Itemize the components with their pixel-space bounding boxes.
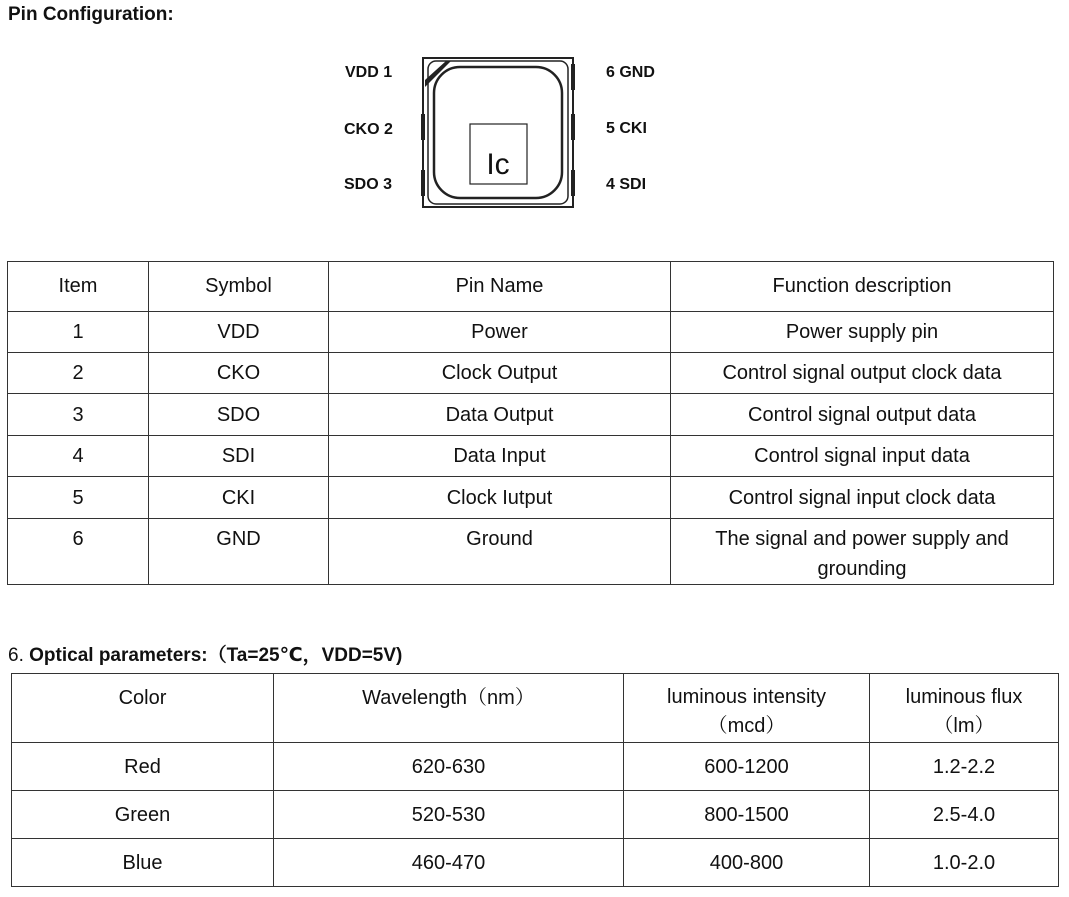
header-color	[12, 674, 274, 743]
table-row	[12, 839, 1059, 887]
cell: Control signal input clock data	[671, 477, 1054, 519]
cell: 460-470	[274, 839, 624, 887]
cell: GND	[149, 519, 329, 585]
header-function: Function description	[671, 262, 1054, 312]
table-row	[8, 394, 1054, 436]
cell: Power	[329, 312, 671, 353]
cell: SDO	[149, 394, 329, 436]
cell: 3	[8, 394, 149, 436]
cell: Blue	[12, 839, 274, 887]
pin-label-sdi: 4 SDI	[606, 176, 647, 193]
pin-function-table	[7, 261, 1054, 585]
header-color-text: Color	[118, 687, 167, 709]
cell: 5	[8, 477, 149, 519]
table-row	[8, 436, 1054, 477]
header-luminous-flux	[870, 674, 1059, 743]
table-row	[12, 743, 1059, 791]
header-wavelength-text: Wavelength（nm）	[362, 687, 535, 709]
header-symbol: Symbol	[149, 262, 329, 312]
cell: Ground	[329, 519, 671, 585]
pin-label-sdo: SDO 3	[344, 176, 393, 193]
pin-configuration-heading: Pin Configuration:	[8, 4, 174, 25]
cell: 600-1200	[624, 743, 870, 791]
table-header-row	[8, 262, 1054, 312]
cell: 2.5-4.0	[870, 791, 1059, 839]
optical-parameters-table	[11, 673, 1059, 887]
cell: 2	[8, 353, 149, 394]
cell: 1.2-2.2	[870, 743, 1059, 791]
table-row	[8, 312, 1054, 353]
ic-chip-label: Ic	[486, 148, 510, 181]
table-row	[8, 477, 1054, 519]
cell: Control signal input data	[671, 436, 1054, 477]
cell: Red	[12, 743, 274, 791]
led-package-diagram	[420, 56, 576, 209]
cell: Power supply pin	[671, 312, 1054, 353]
cell: 4	[8, 436, 149, 477]
header-luminous-intensity	[624, 674, 870, 743]
cell: Green	[12, 791, 274, 839]
header-item: Item	[8, 262, 149, 312]
cell: Clock Iutput	[329, 477, 671, 519]
section-number: 6.	[8, 645, 24, 666]
header-flux-unit: （lm）	[933, 715, 995, 737]
cell: 620-630	[274, 743, 624, 791]
header-intensity-text: luminous intensity	[667, 686, 826, 708]
header-flux-text: luminous flux	[905, 686, 1023, 708]
cell: 1	[8, 312, 149, 353]
header-intensity-unit: （mcd）	[707, 715, 786, 737]
cell: 400-800	[624, 839, 870, 887]
cell: SDI	[149, 436, 329, 477]
cell: 1.0-2.0	[870, 839, 1059, 887]
cell: VDD	[149, 312, 329, 353]
cell: Data Input	[329, 436, 671, 477]
table-row	[12, 791, 1059, 839]
optical-parameters-heading	[8, 640, 402, 667]
table-header-row	[12, 674, 1059, 743]
table-row	[8, 353, 1054, 394]
table-row	[8, 519, 1054, 585]
section-title: Optical parameters:（Ta=25℃，VDD=5V)	[29, 645, 403, 666]
cell: Control signal output data	[671, 394, 1054, 436]
header-pin-name: Pin Name	[329, 262, 671, 312]
cell: 800-1500	[624, 791, 870, 839]
cell: 520-530	[274, 791, 624, 839]
pin-label-cko: CKO 2	[344, 121, 393, 138]
cell: The signal and power supply and grounding	[671, 519, 1054, 585]
pin-label-gnd: 6 GND	[606, 64, 655, 81]
cell: CKO	[149, 353, 329, 394]
cell: Clock Output	[329, 353, 671, 394]
cell: Control signal output clock data	[671, 353, 1054, 394]
cell: Data Output	[329, 394, 671, 436]
pin-label-cki: 5 CKI	[606, 120, 647, 137]
pin-label-vdd: VDD 1	[345, 64, 393, 81]
header-wavelength	[274, 674, 624, 743]
cell: CKI	[149, 477, 329, 519]
cell: 6	[8, 519, 149, 585]
